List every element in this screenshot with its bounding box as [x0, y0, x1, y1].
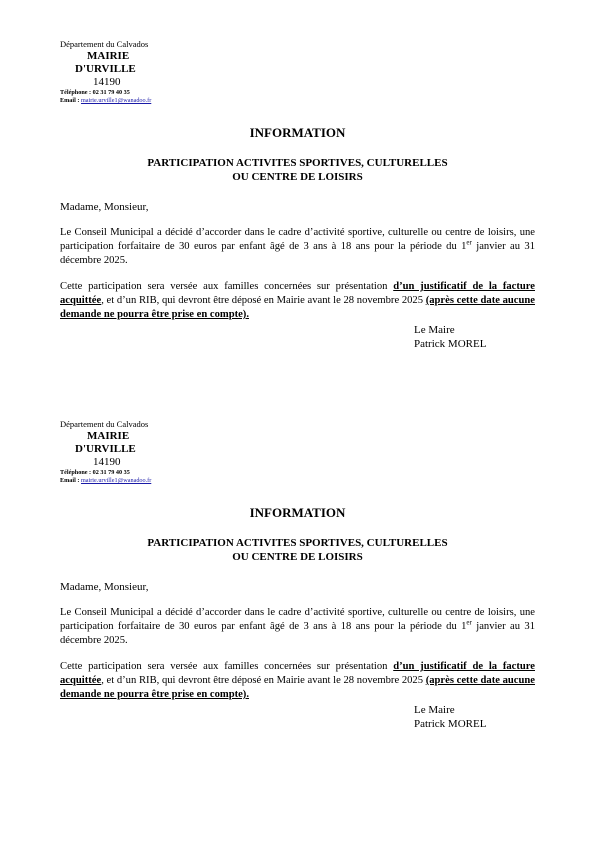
information-notice [0, 38, 595, 408]
notice-subtitle [0, 156, 595, 184]
town-name: D'URVILLE [75, 63, 136, 75]
paragraph-text: Cette participation sera versée aux familles concernées sur présentation [60, 661, 394, 672]
notice-subtitle [0, 536, 595, 564]
paragraph-conditions [60, 280, 535, 322]
signature-name: Patrick MOREL [414, 718, 487, 730]
email-line [60, 477, 260, 485]
salutation: Madame, Monsieur, [60, 201, 149, 213]
postcode: 14190 [93, 76, 121, 88]
subtitle-line-1: PARTICIPATION ACTIVITES SPORTIVES, CULTURELLES [147, 537, 448, 549]
email-link[interactable]: mairie.urville1@wanadoo.fr [80, 97, 152, 104]
letterhead [60, 38, 260, 105]
department-name: Département du Calvados [60, 39, 149, 49]
paragraph-participation [60, 606, 535, 648]
paragraph-text-end: janvier au 31 décembre 2025. [60, 241, 536, 266]
town-name: D'URVILLE [75, 443, 136, 455]
email-link[interactable]: mairie.urville1@wanadoo.fr [80, 477, 152, 484]
paragraph-conditions [60, 660, 535, 702]
ordinal-suffix: er [466, 618, 472, 627]
signature-title: Le Maire [414, 704, 455, 716]
paragraph-text-mid: , et d’un RIB, qui devront être déposé en Mairie avant le 28 novembre 2025 [101, 675, 426, 686]
paragraph-text-mid: , et d’un RIB, qui devront être déposé en Mairie avant le 28 novembre 2025 [101, 295, 426, 306]
signature-block [414, 703, 486, 731]
subtitle-line-2: OU CENTRE DE LOISIRS [232, 171, 363, 183]
email-label: Email : [60, 477, 81, 484]
phone-line [60, 89, 260, 97]
emphasis-deadline: (après cette date aucune demande ne pourra être prise en compte). [60, 295, 535, 320]
signature-name: Patrick MOREL [414, 338, 487, 350]
signature-block [414, 323, 486, 351]
mairie-label: MAIRIE [87, 50, 130, 62]
phone-line [60, 469, 260, 477]
mairie-label: MAIRIE [87, 430, 130, 442]
notice-title: INFORMATION [249, 125, 346, 140]
email-line [60, 97, 260, 105]
notice-title: INFORMATION [249, 505, 346, 520]
paragraph-participation [60, 226, 535, 268]
phone-label: Téléphone : [60, 89, 93, 96]
emphasis-justificatif: d’un justificatif de la facture acquittée [60, 661, 535, 686]
information-notice [0, 418, 595, 788]
email-label: Email : [60, 97, 81, 104]
signature-title: Le Maire [414, 324, 455, 336]
phone-number: 02 31 79 40 35 [92, 89, 130, 96]
subtitle-line-2: OU CENTRE DE LOISIRS [232, 551, 363, 563]
emphasis-justificatif: d’un justificatif de la facture acquittée [60, 281, 535, 306]
paragraph-text: Le Conseil Municipal a décidé d’accorder dans le cadre d’activité sportive, culturelle ou centre de loisirs, une participation forfaitaire de 30 euros par enfant âgé de 3 ans à 18 ans pour la période du 1 [60, 227, 535, 252]
paragraph-text: Le Conseil Municipal a décidé d’accorder dans le cadre d’activité sportive, culturelle ou centre de loisirs, une participation forfaitaire de 30 euros par enfant âgé de 3 ans à 18 ans pour la période du 1 [60, 607, 535, 632]
letterhead [60, 418, 260, 485]
phone-number: 02 31 79 40 35 [92, 469, 130, 476]
subtitle-line-1: PARTICIPATION ACTIVITES SPORTIVES, CULTURELLES [147, 157, 448, 169]
ordinal-suffix: er [466, 238, 472, 247]
postcode: 14190 [93, 456, 121, 468]
paragraph-text-end: janvier au 31 décembre 2025. [60, 621, 536, 646]
department-name: Département du Calvados [60, 419, 149, 429]
emphasis-deadline: (après cette date aucune demande ne pourra être prise en compte). [60, 675, 535, 700]
phone-label: Téléphone : [60, 469, 93, 476]
salutation: Madame, Monsieur, [60, 581, 149, 593]
paragraph-text: Cette participation sera versée aux familles concernées sur présentation [60, 281, 394, 292]
